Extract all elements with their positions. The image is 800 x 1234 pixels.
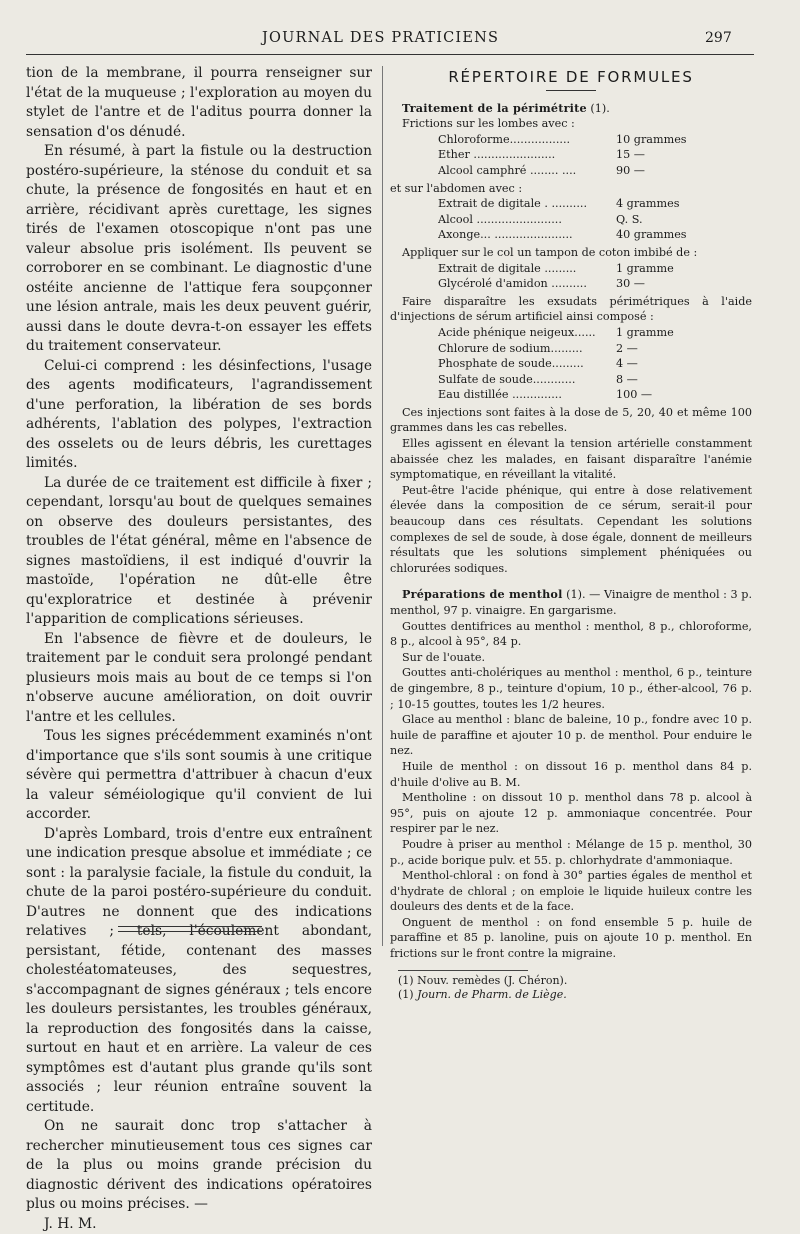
formula-intro: Faire disparaître les exsudats périmétriques à l'aide d'injections de sérum artificiel ainsi composé : [390,294,752,325]
formula-row [390,261,752,277]
ingredient-name: Eau distillée .............. [438,387,616,403]
section-gap [390,576,752,585]
menthol-paragraph: Poudre à priser au menthol : Mélange de 15 p. menthol, 30 p., acide borique pulv. et 55. p. chlorhydrate d'ammoniaque. [390,837,752,868]
journal-title: JOURNAL DES PRATICIENS [262,30,499,46]
menthol-heading-line [390,587,752,618]
ingredient-qty: 30 — [616,276,706,292]
article-paragraph: Celui-ci comprend : les désinfections, l'usage des agents modificateurs, l'agrandissement d'une perforation, la libération de ses bords adhérents, l'ablation des polypes, l'extraction des osselets ou de leurs débris, les curettages limités. [26,357,372,474]
ingredient-name: Axonge... ...................... [438,227,616,243]
ingredient-name: Alcool camphré ........ .... [438,163,616,179]
formula-paragraph: Elles agissent en élevant la tension artérielle constamment abaissée chez les malades, en faisant disparaître l'anémie symptomatique, en réveillant la vitalité. [390,436,752,483]
menthol-paragraph: Glace au menthol : blanc de baleine, 10 p., fondre avec 10 p. huile de paraffine et ajouter 10 p. de menthol. Pour enduire le nez. [390,712,752,759]
article-signature: J. H. M. [26,1215,372,1234]
formula-row [390,372,752,388]
section-title-rule [546,90,596,91]
perimetrite-heading-line [390,101,752,117]
article-paragraph: tion de la membrane, il pourra renseigner sur l'état de la muqueuse ; l'exploration au moyen du stylet de l'antre et de l'aditus pourra donner la sensation d'os dénudé. [26,64,372,142]
ingredient-qty: 4 — [616,356,706,372]
formula-paragraph: Peut-être l'acide phénique, qui entre à dose relativement élevée dans la composition de ce sérum, serait-il pour beaucoup dans ces résultats. Cependant les solutions complexes de sel de soude, à dose égale, donnent de meilleurs résultats que les solutions simplement phéniquées ou chlorurées sodiques. [390,483,752,577]
ingredient-name: Sulfate de soude............ [438,372,616,388]
formula-row [390,227,752,243]
ingredient-qty: 8 — [616,372,706,388]
column-divider [382,66,383,946]
formula-intro: Frictions sur les lombes avec : [390,116,752,132]
header-rule [26,54,754,55]
formula-row [390,212,752,228]
ingredient-qty: 1 gramme [616,261,706,277]
right-column-formulas [390,64,752,1003]
footnote: (1) Nouv. remèdes (J. Chéron). [390,974,752,989]
menthol-paragraph: Gouttes anti-cholériques au menthol : menthol, 6 p., teinture de gingembre, 8 p., teinture d'opium, 10 p., éther-alcool, 76 p. ; 10-15 gouttes, toutes les 1/2 heures. [390,665,752,712]
formula-list-serum [390,325,752,403]
formula-row [390,147,752,163]
footnotes [390,974,752,1003]
menthol-paragraph: Huile de menthol : on dissout 16 p. menthol dans 84 p. d'huile d'olive au B. M. [390,759,752,790]
ingredient-name: Glycérolé d'amidon .......... [438,276,616,292]
article-paragraph: La durée de ce traitement est difficile à fixer ; cependant, lorsqu'au bout de quelques semaines on observe des douleurs persistantes, des troubles de l'état général, même en l'absence de signes mastoïdiens, il est indiqué d'ouvrir la mastoïde, l'opération ne dût-elle être qu'exploratrice et destinée à prévenir l'apparition de complications sérieuses. [26,474,372,630]
ingredient-name: Chloroforme................. [438,132,616,148]
ingredient-name: Alcool ........................ [438,212,616,228]
formula-intro: et sur l'abdomen avec : [390,181,752,197]
footnote [390,988,752,1003]
ingredient-qty: 1 gramme [616,325,706,341]
ingredient-qty: 4 grammes [616,196,706,212]
menthol-paragraph: Gouttes dentifrices au menthol : menthol, 8 p., chloroforme, 8 p., alcool à 95°, 84 p. [390,619,752,650]
formula-row [390,356,752,372]
menthol-heading: Préparations de menthol [402,587,563,601]
footnote-marker: (1) [398,988,417,1001]
ingredient-name: Acide phénique neigeux...... [438,325,616,341]
formula-row [390,276,752,292]
menthol-paragraph: Mentholine : on dissout 10 p. menthol dans 78 p. alcool à 95°, puis on ajoute 12 p. ammoniaque concentrée. Pour respirer par le nez. [390,790,752,837]
formula-row [390,387,752,403]
article-paragraph: Tous les signes précédemment examinés n'ont d'importance que s'ils sont soumis à une critique sévère qui permettra d'attribuer à chacun d'eux la valeur séméiologique qu'il convient de lui accorder. [26,727,372,825]
ingredient-qty: 10 grammes [616,132,706,148]
ingredient-qty: 90 — [616,163,706,179]
article-end-rule [118,926,262,932]
formula-row [390,325,752,341]
running-header [0,26,800,52]
ingredient-qty: 100 — [616,387,706,403]
ingredient-name: Phosphate de soude......... [438,356,616,372]
menthol-paragraph: Sur de l'ouate. [390,650,752,666]
page-number: 297 [705,30,732,46]
ingredient-qty: 2 — [616,341,706,357]
left-column-article [26,64,372,1234]
perimetrite-heading: Traitement de la périmétrite [402,101,587,115]
formula-list-abdomen [390,196,752,243]
article-paragraph: En résumé, à part la fistule ou la destruction postéro-supérieure, la sténose du conduit et sa chute, la présence de fongosités en haut et en arrière, récidivant après curettage, les signes tirés de l'examen otoscopique n'ont pas une valeur absolue pris isolément. Ils peuvent se corroborer en se combinant. Le diagnostic d'une ostéite ancienne de l'attique fera soupçonner une lésion antrale, mais les deux peuvent guérir, aussi dans le doute devra-t-on essayer les effets du traitement conservateur. [26,142,372,357]
formula-list-col [390,261,752,292]
ingredient-qty: Q. S. [616,212,706,228]
perimetrite-heading-ref: (1). [587,102,610,115]
article-paragraph: On ne saurait donc trop s'attacher à rechercher minutieusement tous ces signes car de la plus ou moins grande précision du diagnostic dérivent des indications opératoires plus ou moins précises. — [26,1117,372,1215]
ingredient-name: Extrait de digitale ......... [438,261,616,277]
ingredient-name: Extrait de digitale . .......... [438,196,616,212]
ingredient-qty: 15 — [616,147,706,163]
article-paragraph: D'après Lombard, trois d'entre eux entraînent une indication presque absolue et immédiate ; ce sont : la paralysie faciale, la fistule du conduit, la chute de la paroi postéro-supérieure du conduit. D'autres ne donnent que des indications relatives ; tels, l'écoulement abondant, persistant, fétide, contenant des masses cholestéatomateuses, des sequestres, s'accompagnant de signes généraux ; tels encore les douleurs persistantes, les troubles généraux, la reproduction des fongosités dans la caisse, surtout en haut et en arrière. La valeur de ces symptômes est d'autant plus grande qu'ils sont associés ; leur réunion entraîne souvent la certitude. [26,825,372,1118]
article-paragraph: En l'absence de fièvre et de douleurs, le traitement par le conduit sera prolongé pendant plusieurs mois mais au bout de ce temps si l'on n'observe aucune amélioration, on doit ouvrir l'antre et les cellules. [26,630,372,728]
menthol-paragraph: Onguent de menthol : on fond ensemble 5 p. huile de paraffine et 85 p. lanoline, puis on ajoute 10 p. menthol. En frictions sur le front contre la migraine. [390,915,752,962]
formula-intro: Appliquer sur le col un tampon de coton imbibé de : [390,245,752,261]
formula-row [390,341,752,357]
section-title: RÉPERTOIRE DE FORMULES [390,70,752,86]
footnote-rule [398,970,528,971]
formula-paragraph: Ces injections sont faites à la dose de 5, 20, 40 et même 100 grammes dans les cas rebelles. [390,405,752,436]
ingredient-qty: 40 grammes [616,227,706,243]
formula-row [390,132,752,148]
ingredient-name: Ether ....................... [438,147,616,163]
formula-row [390,196,752,212]
ingredient-name: Chlorure de sodium......... [438,341,616,357]
menthol-heading-rest: (1). — Vinaigre de menthol : 3 p. menthol, 97 p. vinaigre. En gargarisme. [390,588,752,617]
menthol-paragraph: Menthol-chloral : on fond à 30° parties égales de menthol et d'hydrate de chloral ; on emploie le liquide huileux contre les douleurs des dents et de la face. [390,868,752,915]
formula-list-lombes [390,132,752,179]
formula-row [390,163,752,179]
footnote-source: Journ. de Pharm. de Liège. [417,988,567,1001]
